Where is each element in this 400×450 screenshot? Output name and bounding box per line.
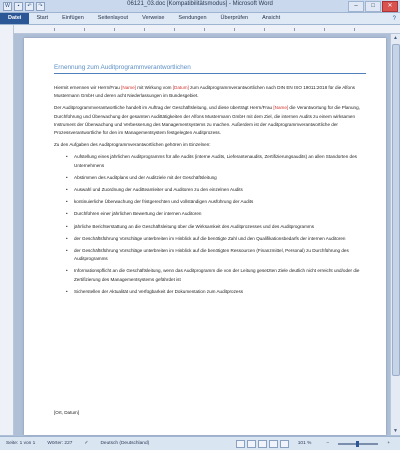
tab-start[interactable]: Start (36, 15, 49, 21)
window-controls (348, 1, 398, 12)
word-count[interactable]: Wörter: 227 (47, 441, 73, 446)
maximize-icon[interactable]: □ (365, 1, 381, 12)
scrollbar-thumb[interactable] (392, 44, 400, 376)
close-icon[interactable]: ✕ (382, 1, 398, 12)
web-layout-icon[interactable] (258, 440, 267, 448)
zoom-slider[interactable] (338, 443, 378, 445)
page-count[interactable]: Seite: 1 von 1 (6, 441, 36, 446)
document-heading: Ernennung zum Auditprogrammverantwortlichen (54, 64, 366, 74)
status-bar (0, 436, 400, 450)
horizontal-ruler (14, 25, 400, 34)
signature-line: [Ort, Datum] (54, 410, 80, 415)
list-item: • Durchführen einer jährlichen Bewertung der internen Auditoren (66, 211, 202, 217)
list-item: • Sicherstellen der Aktualität und Verfügbarkeit der Dokumentation zum Auditprozess (66, 288, 244, 294)
tab-ueberpruefen[interactable]: Überprüfen (220, 15, 249, 21)
outline-icon[interactable] (269, 440, 278, 448)
paragraph-appointment: Hiermit ernennen wir Herrn/Frau [Name] mit Wirkung vom [Datum] zum Auditprogrammverantwortlichen nach DIN EN ISO 19011:2018 für die Alfons Mustermann GmbH und deren acht Niederlassungen im Bundesgebiet. (54, 85, 355, 99)
zoom-out-icon[interactable]: − (326, 441, 330, 446)
word-logo-icon[interactable]: W (3, 2, 12, 11)
minimize-icon[interactable]: – (348, 1, 364, 12)
list-item: • Informationspflicht an die Geschäftsleitung, wenn das Auditprogramm die von der Leitung gesetzten Ziele deutlich nicht erreicht und/oder die Zertifizierung des Managementsystems gefährdet ist (66, 268, 360, 282)
list-item: • jährliche Berichterstattung an die Geschäftsleitung über die Wirksamkeit des Auditprozesses und des Auditprogramms (66, 223, 315, 229)
help-icon[interactable]: ? (392, 15, 396, 22)
tab-seitenlayout[interactable]: Seitenlayout (97, 15, 129, 21)
tab-verweise[interactable]: Verweise (142, 15, 165, 21)
tab-datei[interactable]: Datei (0, 13, 29, 24)
list-item: • der Geschäftsführung Vorschläge unterbreiten im Hinblick auf die benötigte Zahl und den Qualifikationsbedarfs der internen Auditoren (66, 235, 346, 241)
spellcheck-icon[interactable]: ✓ (84, 441, 89, 446)
document-body (54, 84, 364, 300)
task-list (54, 153, 364, 296)
list-item: • Abstimmen des Auditplans und der Auditziele mit der Geschäftsleitung (66, 174, 217, 180)
redo-icon[interactable]: ↷ (36, 2, 45, 11)
vertical-ruler (0, 25, 14, 435)
paragraph-tasks-intro: Zu den Aufgaben des Auditprogrammverantwortlichen gehören im Einzelnen: (54, 142, 211, 148)
paragraph-responsibility: Der Auditprogrammverantwortliche handelt im Auftrag der Geschäftsleitung, und diese überträgt Herrn/Frau [Name] die Verantwortung für die Planung, Durchführung und Überwachung der gesamten Audittätigkeiten der Alfons Mustermann GmbH mit dem Ziel, die internen Audits zu einem wirksamen Instrument der Überwachung und Verbesserung des Managementsystems zu machen. Außerdem ist der Auditprogrammverantwortliche der Prozessverantwortliche für den im Managementsystem festgelegten Auditprozess. (54, 105, 360, 136)
vertical-scrollbar[interactable] (390, 34, 400, 435)
fullscreen-reading-icon[interactable] (247, 440, 256, 448)
zoom-controls (236, 440, 400, 448)
name-placeholder: [Name] (121, 85, 136, 90)
zoom-in-icon[interactable]: + (387, 441, 390, 446)
date-placeholder: [Datum] (172, 85, 189, 90)
list-item: • Aufstellung eines jährlichen Auditprogramms für alle Audits (interne Audits, Lieferantenaudits, Zertifizierungsaudits) an allen Standorten des Unternehmens (66, 154, 357, 168)
zoom-slider-knob[interactable] (356, 441, 359, 447)
undo-icon[interactable]: ↶ (25, 2, 34, 11)
tab-sendungen[interactable]: Sendungen (178, 15, 207, 21)
draft-icon[interactable] (280, 440, 289, 448)
language-indicator[interactable]: Deutsch (Deutschland) (100, 441, 150, 446)
window-title: 06121_03.doc [Kompatibilitätsmodus] - Microsoft Word (127, 1, 273, 7)
list-item: • kontinuierliche Überwachung der fristgerechten und vollständigen Ausführung der Audits (66, 199, 254, 205)
view-buttons (236, 440, 289, 448)
list-item: • der Geschäftsführung Vorschläge unterbreiten im Hinblick auf die benötigten Ressourcen (Finanzmittel, Personal) zu Durchführung des Auditprogramms (66, 248, 349, 262)
scroll-down-icon[interactable]: ▼ (393, 428, 398, 434)
title-bar (0, 0, 400, 13)
zoom-level[interactable]: 101 % (297, 441, 312, 446)
tab-einfuegen[interactable]: Einfügen (62, 15, 84, 21)
list-item: • Auswahl und Zuordnung der Auditteamleiter und Auditoren zu den einzelnen Audits (66, 187, 243, 193)
document-page[interactable] (24, 38, 386, 435)
ribbon-tabs (0, 13, 400, 25)
tab-ansicht[interactable]: Ansicht (262, 15, 281, 21)
name-placeholder: [Name] (273, 105, 289, 111)
print-layout-icon[interactable] (236, 440, 245, 448)
save-icon[interactable]: ▪ (14, 2, 23, 11)
scroll-up-icon[interactable]: ▲ (393, 35, 398, 41)
